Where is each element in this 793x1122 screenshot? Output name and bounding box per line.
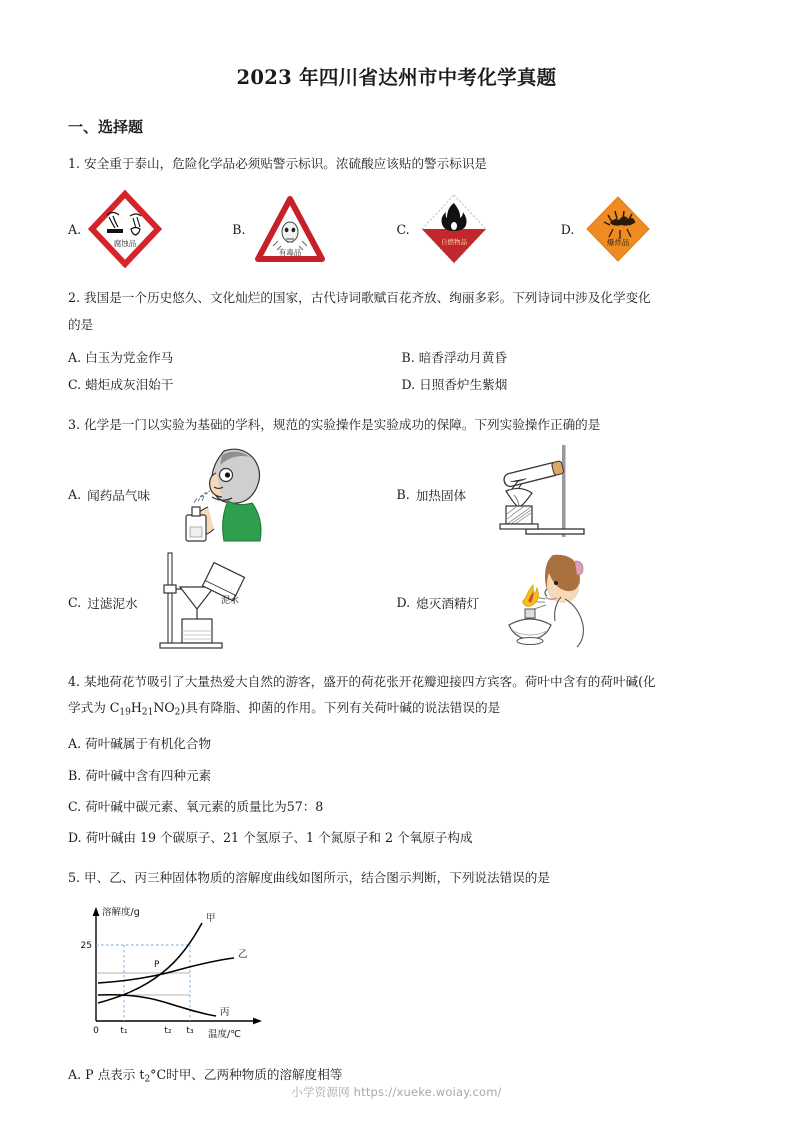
option-A[interactable] [68,443,397,547]
curve-jia [98,923,202,1003]
heat-solid-illustration [466,443,598,547]
option-label: 加热固体 [415,488,467,504]
option-letter: A. [68,487,82,503]
option-D[interactable] [561,189,725,269]
option-a-subscript: 2 [144,1074,151,1085]
y-tick-25: 25 [80,941,92,952]
solubility-curve-chart [68,897,725,1051]
question-3-stem: 3. 化学是一门以实验为基础的学科，规范的实验操作是实验成功的保障。下列实验操作正确的是 [68,417,601,433]
corrosive-hazard-icon [87,189,163,269]
option-C[interactable]: C. 蜡炬成灰泪始干 [68,377,174,393]
y-axis-label: 溶解度/g [102,907,140,919]
option-letter: D. [560,221,575,237]
page-title: 2023 年四川省达州市中考化学真题 [236,66,557,89]
question-5-stem: 5. 甲、乙、丙三种固体物质的溶解度曲线如图所示，结合图示判断，下列说法错误的是 [68,869,550,885]
question-4-stem: 4. 某地荷花节吸引了大量热爱大自然的游客，盛开的荷花张开花瓣迎接四方宾客。荷叶中含有的荷叶碱(化 [68,673,656,689]
question-1-stem: 1. 安全重于泰山，危险化学品必须贴警示标识。浓硫酸应该贴的警示标识是 [68,156,488,171]
option-D[interactable] [397,551,726,655]
option-label: 熄灭酒精灯 [416,596,480,612]
svg-text:爆炸品: 爆炸品 [607,238,630,248]
formula-sub-oxygen: 2 [174,707,181,718]
svg-text:泥水: 泥水 [220,595,239,606]
option-C[interactable] [68,551,397,655]
option-C[interactable] [397,189,561,269]
svg-text:腐蚀品: 腐蚀品 [113,239,137,249]
solubility-chart-svg [68,897,308,1047]
explosive-hazard-icon [580,189,656,269]
formula-prefix: 学式为 C [68,700,120,716]
annotation-P: P [154,960,160,971]
x-axis-label: 温度/℃ [208,1029,241,1041]
option-B[interactable] [397,443,726,547]
filtration-illustration [138,551,270,655]
option-C[interactable]: C. 荷叶碱中碳元素、氧元素的质量比为57：8 [68,798,324,814]
option-B[interactable]: B. 荷叶碱中含有四种元素 [68,767,212,783]
option-A[interactable] [68,189,232,269]
option-a-prefix: A. P 点表示 t [68,1067,145,1083]
option-letter: C. [396,221,410,237]
formula-hydrogen: H [130,700,142,716]
option-letter: B. [396,487,410,503]
section-heading: 一、选择题 [68,118,144,136]
blow-out-alcohol-lamp-illustration [479,551,611,655]
formula-sub-hydrogen: 21 [141,707,154,718]
option-B[interactable] [232,189,396,269]
option-letter: C. [68,595,82,611]
toxic-hazard-icon [252,189,328,269]
y-axis-arrow [93,907,100,916]
option-label: 闻药品气味 [87,488,151,504]
curve-label-yi: 乙 [238,949,248,961]
option-D[interactable]: D. 荷叶碱由 19 个碳原子、21 个氢原子、1 个氮原子和 2 个氧原子构成 [68,829,473,845]
option-label: 过滤泥水 [87,596,138,612]
option-letter: A. [68,221,82,237]
option-A[interactable]: A. 白玉为党金作马 [68,350,174,366]
option-B[interactable]: B. 暗香浮动月黄昏 [401,350,507,366]
spontaneously-combustible-hazard-icon [416,189,492,269]
question-2-stem: 2. 我国是一个历史悠久、文化灿烂的国家，古代诗词歌赋百花齐放、绚丽多彩。下列诗词中涉及化学变化 [68,290,651,306]
option-A[interactable]: A. 荷叶碱属于有机化合物 [68,736,212,752]
svg-text:自燃物品: 自燃物品 [440,238,467,247]
question-1-options [68,187,725,271]
smell-bottle-illustration [150,443,282,547]
option-a-suffix: °C时甲、乙两种物质的溶解度相等 [150,1067,343,1083]
x-tick-t3: t₃ [186,1026,194,1037]
option-letter: D. [396,595,411,611]
question-3-options-row-2 [68,551,725,655]
question-2-options [68,344,725,398]
formula-suffix: )具有降脂、抑菌的作用。下列有关荷叶碱的说法错误的是 [180,700,501,716]
svg-text:有毒品: 有毒品 [278,248,301,258]
curve-label-bing: 丙 [220,1007,230,1019]
watermark: 小学资源网 https://xueke.woiay.com/ [291,1085,502,1099]
x-tick-0: 0 [93,1026,99,1037]
option-D[interactable]: D. 日照香炉生紫烟 [401,377,508,393]
curve-label-jia: 甲 [206,913,216,925]
formula-sub-carbon: 19 [119,707,131,718]
question-2-stem-cont: 的是 [68,316,94,332]
question-3-options-row-1 [68,443,725,547]
formula-nitrogen-oxygen: NO [153,700,175,716]
x-tick-t1: t₁ [120,1026,128,1037]
option-letter: B. [232,221,246,237]
x-tick-t2: t₂ [164,1026,172,1037]
question-4-stem-formula-line [68,695,725,722]
question-4-options [68,730,725,850]
x-axis-arrow [253,1018,262,1025]
